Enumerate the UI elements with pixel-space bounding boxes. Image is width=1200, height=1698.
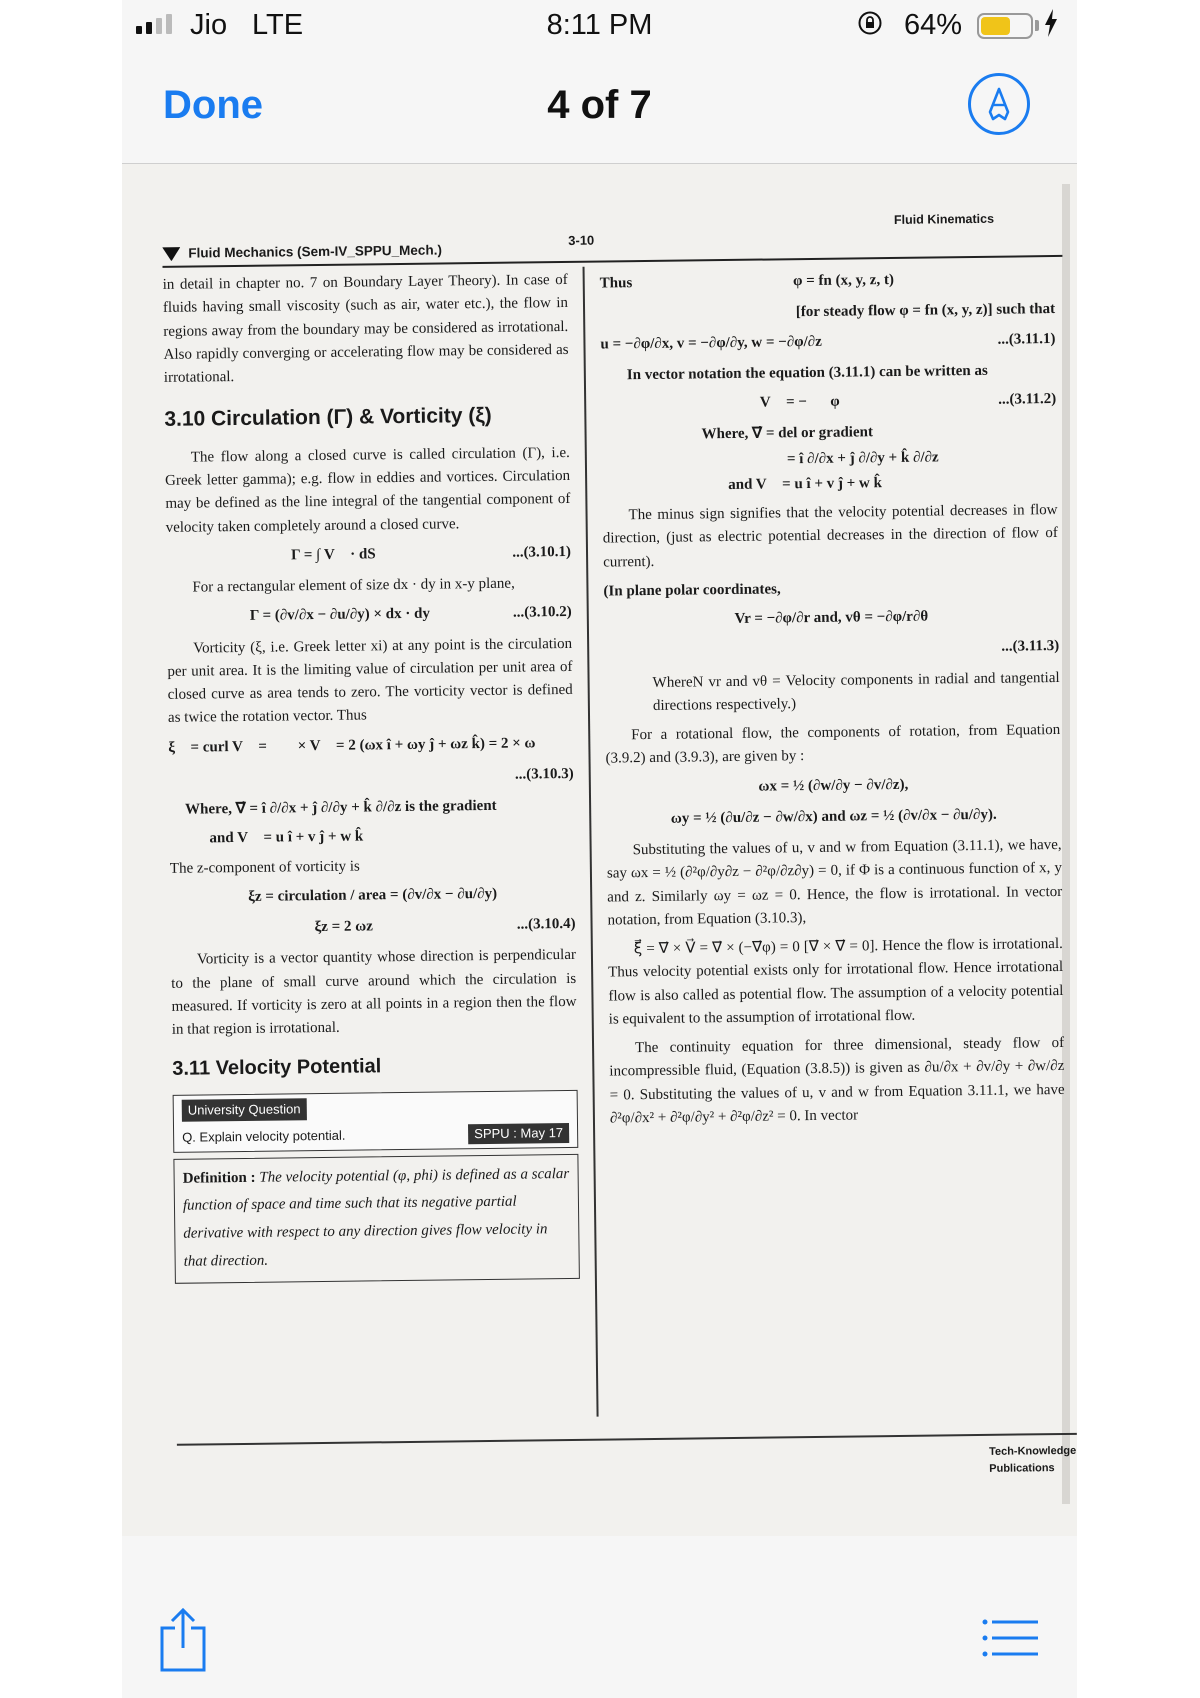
vorticity-paragraph: Vorticity (ξ, i.e. Greek letter xi) at any point is the circulation per unit area. It is the limiting value of circulation per unit area of closed curve as area tends to zero. The vorticity vector is defined as twice the rotation vector. Thus xyxy=(167,635,573,727)
page-number: 3-10 xyxy=(568,232,595,248)
polar-where-line: WhereN vr and vθ = Velocity components in radial and tangential directions respectively.) xyxy=(652,669,1060,714)
gradient-definition: Where, ∇⃗ = î ∂/∂x + ĵ ∂/∂y + k̂ ∂/∂z is the gradient xyxy=(185,797,497,818)
status-time: 8:11 PM xyxy=(546,9,653,41)
university-question-text: Q. Explain velocity potential. xyxy=(182,1127,346,1145)
del-definition: Where, ∇⃗ = del or gradient xyxy=(701,424,874,443)
chapter-title: Fluid Kinematics xyxy=(893,211,995,227)
right-column xyxy=(600,263,1066,1136)
circulation-paragraph: The flow along a closed curve is called circulation (Γ), i.e. Greek letter gamma); e.g. flow in eddies and vortices. Circulation may be defined as the line integral of the tangential component of velocity taken completely around a closed curve. xyxy=(165,444,571,536)
left-column xyxy=(163,269,580,1284)
battery-percent: 64% xyxy=(904,9,963,41)
equation-3-11-1: u = −∂φ/∂x, v = −∂φ/∂y, w = −∂φ/∂z ...(3.11.1) xyxy=(600,330,1056,353)
battery-icon xyxy=(977,13,1033,39)
orientation-lock-icon xyxy=(857,10,883,43)
network-type: LTE xyxy=(252,9,304,41)
thus-label: Thus xyxy=(599,275,633,292)
university-question-label: University Question xyxy=(182,1099,307,1123)
status-bar xyxy=(122,0,1077,55)
equation-3-11-3-tag: ...(3.11.3) xyxy=(1001,638,1060,655)
publisher-mark: Tech-Knowledge Publications xyxy=(988,1444,1077,1475)
equation-3-10-3: ξ⃗ = curl V⃗ = ∇⃗ × V⃗ = 2 (ωx î + ωy ĵ + ωz k̂) = 2 × ω⃗ xyxy=(168,734,548,756)
velocity-vector-line-right: and V⃗ = u î + v ĵ + w k̂ xyxy=(728,474,883,493)
bottom-toolbar xyxy=(122,1562,1077,1698)
university-question-box xyxy=(173,1090,579,1152)
battery-nub xyxy=(1035,20,1039,31)
substituting-paragraph: Substituting the values of u, v and w from Equation (3.11.1), we have, say ωx = ½ (∂²φ/∂y∂z − ∂²φ/∂z∂y) = 0, if Φ is a continuous function of x, y and z. Similarly ωy = ωz = 0. Hence, the flow is irrotational. In vector notation, from Equation (3.10.3), xyxy=(606,836,1063,929)
velocity-vector-line: and V⃗ = u î + v ĵ + w k̂ xyxy=(209,828,364,847)
section-heading-circulation: 3.10 Circulation (Γ) & Vorticity (ξ) xyxy=(164,404,492,432)
rotational-flow-paragraph: For a rotational flow, the components of rotation, from Equation (3.9.2) and (3.9.3), are given by : xyxy=(605,721,1061,767)
vector-quantity-paragraph: Vorticity is a vector quantity whose direction is perpendicular to the plane of small curve around which the circulation is measured. If vorticity is zero at all points in a region then the flow in that region is irrotational. xyxy=(171,947,577,1038)
document-page[interactable] xyxy=(122,164,1077,1536)
polar-coordinates-heading: (In plane polar coordinates, xyxy=(603,581,781,600)
equation-3-10-3-tag: ...(3.10.3) xyxy=(514,765,574,783)
navigation-bar xyxy=(122,55,1077,164)
phone-screen xyxy=(122,0,1077,1698)
equation-3-10-1: Γ = ∫ V⃗ · dS⃗ ...(3.10.1) xyxy=(290,543,572,564)
rect-element-line: For a rectangular element of size dx · dy in x-y plane, xyxy=(192,575,515,596)
z-component-line: The z-component of vorticity is xyxy=(169,858,360,877)
equation-3-10-4: ξz = 2 ωz ...(3.10.4) xyxy=(314,915,576,936)
equation-omega-yz: ωy = ½ (∂u/∂z − ∂w/∂x) and ωz = ½ (∂v/∂x − ∂u/∂y). xyxy=(670,806,997,827)
column-divider xyxy=(583,267,599,1417)
definition-text: The velocity potential (φ, phi) is defined as a scalar function of space and time such that its negative partial derivative with respect to any direction gives flow velocity in that direction. xyxy=(182,1165,570,1270)
vector-notation-line: In vector notation the equation (3.11.1) can be written as xyxy=(626,362,988,383)
curl-paragraph: ξ⃗ = ∇⃗ × V⃗ = ∇⃗ × (−∇⃗φ) = 0 [∇⃗ × ∇⃗ = 0]. Hence the flow is irrotational. Thus velocity potential exists only for irrotational flow. Hence irrotational flow is also called as potential flow. The assumption of a velocity potential is equivalent to the assumption of irrotational flow. xyxy=(608,935,1064,1028)
carrier-name: Jio xyxy=(190,9,228,41)
publisher-logo-icon xyxy=(162,247,180,261)
document-content xyxy=(154,211,1077,1476)
done-button[interactable]: Done xyxy=(163,83,263,127)
charging-bolt-icon xyxy=(1044,9,1058,44)
definition-box xyxy=(173,1154,579,1284)
running-head: Fluid Mechanics (Sem-IV_SPPU_Mech.) xyxy=(162,239,592,265)
del-expansion: = î ∂/∂x + ĵ ∂/∂y + k̂ ∂/∂z xyxy=(786,448,939,467)
page-indicator: 4 of 7 xyxy=(547,83,652,127)
steady-flow-line: [for steady flow φ = fn (x, y, z)] such that xyxy=(795,301,1056,321)
minus-sign-paragraph: The minus sign signifies that the velocity potential decreases in flow direction, (just as electric potential decreases in the direction of flow of current). xyxy=(602,501,1058,571)
university-question-row xyxy=(182,1123,569,1148)
equation-3-11-3: Vr = −∂φ/∂r and, vθ = −∂φ/r∂θ xyxy=(734,608,929,627)
equation-z-component: ξz = circulation / area = (∂v/∂x − ∂u/∂y) xyxy=(248,885,498,905)
intro-paragraph: in detail in chapter no. 7 on Boundary Layer Theory). In case of fluids having small viscosity (such as air, water etc.), the flow in regions away from the boundary may be considered as irrotational. Also rapidly converging or accelerating flow may be considered as irrotational. xyxy=(162,271,569,386)
section-heading-velocity-potential: 3.11 Velocity Potential xyxy=(172,1055,382,1081)
equation-omega-x: ωx = ½ (∂w/∂y − ∂v/∂z), xyxy=(758,776,909,795)
share-icon[interactable] xyxy=(158,1606,208,1679)
exam-badge: SPPU : May 17 xyxy=(468,1123,569,1144)
equation-3-10-2: Γ = (∂v/∂x − ∂u/∂y) × dx · dy ...(3.10.2) xyxy=(249,604,572,625)
list-icon[interactable] xyxy=(982,1618,1038,1663)
markup-pen-icon[interactable] xyxy=(968,73,1030,135)
equation-phi: Thus φ = fn (x, y, z, t) xyxy=(600,267,1055,296)
definition-label: Definition : xyxy=(182,1169,256,1187)
equation-3-11-2: V⃗ = −∇⃗φ ...(3.11.2) xyxy=(759,390,1057,411)
continuity-paragraph: The continuity equation for three dimensional, steady flow of incompressible fluid, (Equation (3.8.5)) is given as ∂u/∂x + ∂v/∂y + ∂w/∂z = 0. Substituting the values of u, v and w from Equation 3.11.1, we have ∂²φ/∂x² + ∂²φ/∂y² + ∂²φ/∂z² = 0. In vector xyxy=(609,1034,1065,1127)
footer-rule xyxy=(177,1433,1077,1446)
